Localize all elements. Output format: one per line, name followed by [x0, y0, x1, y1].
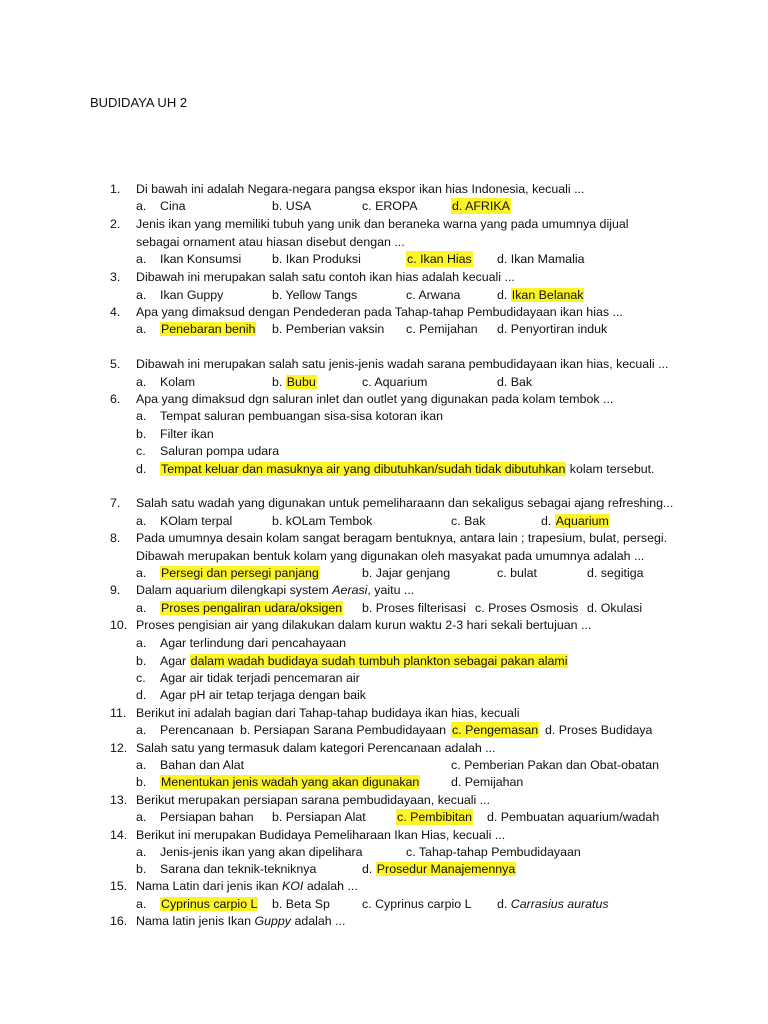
answer-highlight: Persegi dan persegi panjang: [161, 566, 319, 580]
answer-highlight: c. Ikan Hias: [407, 252, 472, 266]
answer-highlight: Aquarium: [555, 514, 609, 528]
answer-highlight: Penebaran benih: [161, 322, 256, 336]
document-page: BUDIDAYA UH 2 1. Di bawah ini adalah Negara-negara pangsa ekspor ikan hias Indonesia, kecuali ... a. Cina b. USA c. EROPA d. AFRIKA 2. Jenis ikan yang memiliki tubuh yang unik dan beraneka warna yang pada umumnya dijual sebagai ornament atau hiasan disebut dengan ... a. Ikan Konsumsi b. Ikan Produksi c. Ikan Hias d. Ikan Mamalia 3. Dibawah ini merupakan salah satu contoh ikan hias adalah kecuali ... a. Ikan Guppy b. Yellow Tangs c. Arwana d. Ikan Belanak 4. Apa yang dimaksud dengan Pendederan pada Tahap-tahap Pembudidayaan ikan hias ... a. Penebaran benih b. Pemberian vaksin c. Pemijahan d. Penyortiran induk 5. Dibawah ini merupakan salah satu jenis-jenis wadah sarana pembudidayaan ikan hias, kecuali ... a. Kolam b. Bubu c. Aquarium d. Bak 6. Apa yang dimaksud dgn saluran inlet dan outlet yang digunakan pada kolam tembok ... a. Tempat saluran pembuangan sisa-sisa kotoran ikan b. Filter ikan c. Saluran pompa udara d. Tempat keluar dan masuknya air yang dibutuhkan/sudah tidak dibutuhkan kolam tersebut. 7. Salah satu wadah yang digunakan untuk pemeliharaann dan sekaligus sebagai ajang refreshing... a. KOlam terpal b. kOLam Tembok c. Bak d. Aquarium 8. Pada umumnya desain kolam sangat beragam bentuknya, antara lain ; trapesium, bulat, persegi. Dibawah merupakan bentuk kolam yang digunakan oleh masyakat pada umumnya adalah ... a. Persegi dan persegi panjang b. Jajar genjang c. bulat d. segitiga 9. Dalam aquarium dilengkapi system Aerasi, yaitu ... a. Proses pengaliran udara/oksigen b. Proses filterisasi c. Proses Osmosis d. Okulasi 10. Proses pengisian air yang dilakukan dalam kurun waktu 2-3 hari sekali bertujuan ... a. Agar terlindung dari pencahayaan b. Agar dalam wadah budidaya sudah tumbuh plankton sebagai pakan alami c. Agar air tidak terjadi pencemaran air d. Agar pH air tetap terjaga dengan baik 11. Berikut ini adalah bagian dari Tahap-tahap budidaya ikan hias, kecuali a. Perencanaan b. Persiapan Sarana Pembudidayaan c. Pengemasan d. Proses Budidaya 12. Salah satu yang termasuk dalam kategori Perencanaan adalah ... a. Bahan dan Alat c. Pemberian Pakan dan Obat-obatan b. Menentukan jenis wadah yang akan digunakan d. Pemijahan 13. Berikut merupakan persiapan sarana pembudidayaan, kecuali ... a. Persiapan bahan b. Persiapan Alat c. Pembibitan d. Pembuatan aquarium/wadah 14. Berikut ini merupakan Budidaya Pemeliharaan Ikan Hias, kecuali ... a. Jenis-jenis ikan yang akan dipelihara c. Tahap-tahap Pembudidayaan b. Sarana dan teknik-tekniknya d. Prosedur Manajemennya 15. Nama Latin dari jenis ikan KOI adalah ... a. Cyprinus carpio L b. Beta Sp c. Cyprinus carpio L d. Carrasius auratus 16. Nama latin jenis Ikan Guppy adalah ...: [90, 95, 674, 928]
answer-highlight: c. Pengemasan: [452, 723, 539, 737]
answer-highlight: Tempat keluar dan masuknya air yang dibutuhkan/sudah tidak dibutuhkan: [161, 462, 566, 476]
answer-highlight: d. AFRIKA: [452, 199, 510, 213]
answer-highlight: Cyprinus carpio L: [161, 897, 258, 911]
answer-highlight: c. Pembibitan: [397, 810, 473, 824]
answer-highlight: dalam wadah budidaya sudah tumbuh plankton sebagai pakan alami: [190, 654, 568, 668]
answer-highlight: Bubu: [286, 375, 316, 389]
answer-highlight: Proses pengaliran udara/oksigen: [161, 601, 343, 615]
answer-highlight: Ikan Belanak: [511, 288, 584, 302]
answer-highlight: Menentukan jenis wadah yang akan digunakan: [161, 775, 420, 789]
page-title: BUDIDAYA UH 2: [90, 95, 188, 110]
answer-highlight: Prosedur Manajemennya: [376, 862, 516, 876]
